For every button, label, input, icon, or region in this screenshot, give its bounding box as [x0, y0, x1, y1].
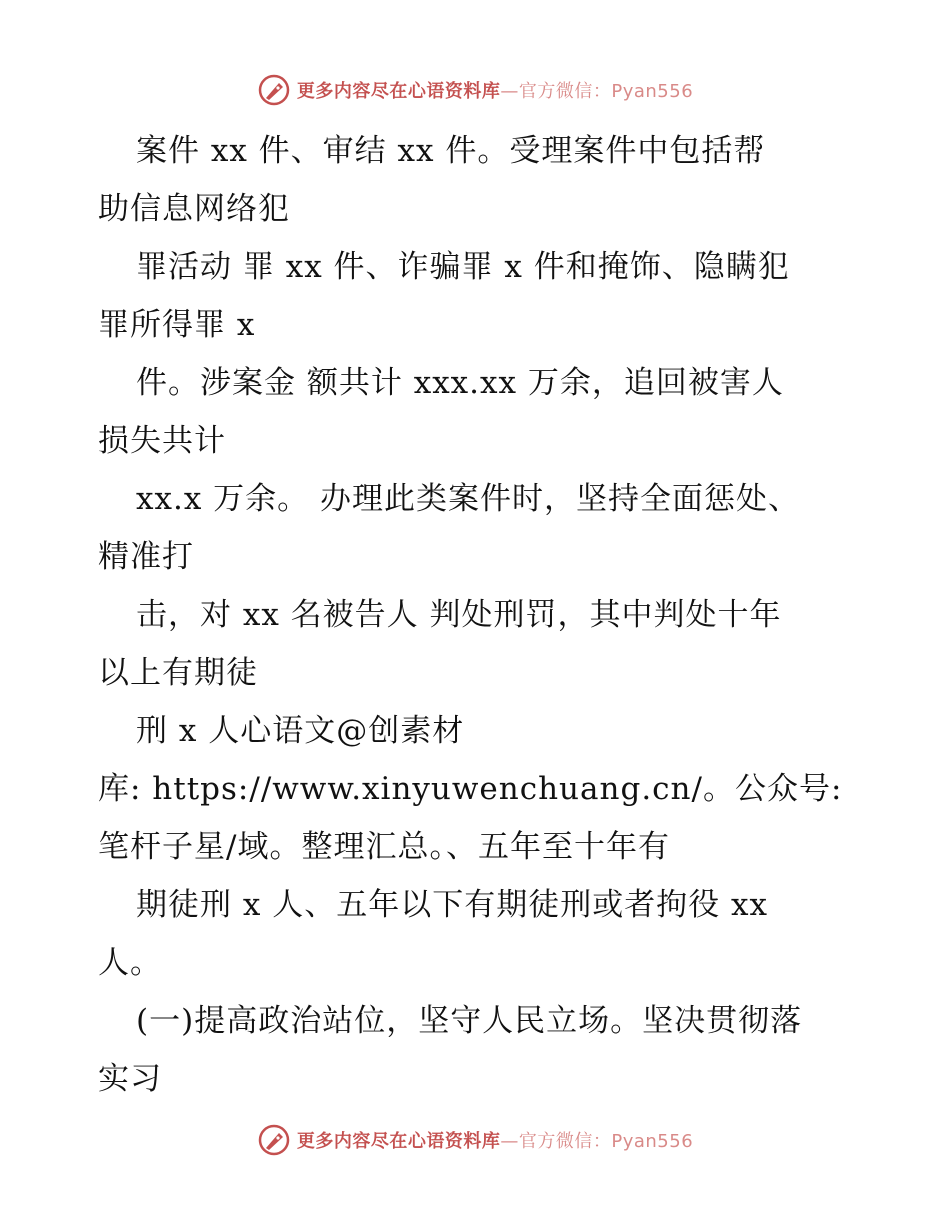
banner-separator: — — [500, 1131, 519, 1152]
body-line: 罪所得罪 x — [98, 307, 256, 343]
body-line: 助信息网络犯 — [98, 191, 290, 227]
footer-banner — [0, 1120, 950, 1160]
body-line: xx.x 万余。 办理此类案件时，坚持全面惩处、 — [136, 481, 801, 517]
document-body — [98, 122, 858, 1108]
banner-main-text: 更多内容尽在心语资料库 — [296, 81, 501, 102]
header-banner — [0, 70, 950, 110]
header-banner-text — [297, 77, 693, 103]
body-line: 件。涉案金 额共计 xxx.xx 万余，追回被害人 — [136, 365, 784, 401]
pen-nib-icon — [257, 1123, 291, 1157]
body-line: (一)提高政治站位，坚守人民立场。坚决贯彻落 — [136, 1003, 803, 1039]
body-line: 案件 xx 件、审结 xx 件。受理案件中包括帮 — [136, 133, 766, 169]
pen-nib-icon — [257, 73, 291, 107]
body-line: 以上有期徒 — [98, 655, 258, 691]
banner-account-id: Pyan556 — [611, 1131, 694, 1152]
banner-account-id: Pyan556 — [611, 81, 694, 102]
banner-account-label: 官方微信： — [518, 81, 612, 102]
body-line: 精准打 — [98, 539, 194, 575]
body-line: 实习 — [98, 1061, 162, 1097]
banner-separator: — — [500, 81, 519, 102]
body-line: 刑 x 人心语文@创素材 — [136, 713, 465, 749]
body-line: 期徒刑 x 人、五年以下有期徒刑或者拘役 xx — [136, 887, 769, 923]
body-line: 损失共计 — [98, 423, 226, 459]
banner-main-text: 更多内容尽在心语资料库 — [296, 1131, 501, 1152]
body-line: 库: https://www.xinyuwenchuang.cn/。公众号: — [98, 771, 843, 807]
body-line: 罪活动 罪 xx 件、诈骗罪 x 件和掩饰、隐瞒犯 — [136, 249, 790, 285]
body-line: 人。 — [98, 945, 162, 981]
footer-banner-text — [297, 1127, 693, 1153]
body-line: 击，对 xx 名被告人 判处刑罚，其中判处十年 — [136, 597, 782, 633]
banner-account-label: 官方微信： — [518, 1131, 612, 1152]
body-line: 笔杆子星/域。整理汇总。、五年至十年有 — [98, 829, 670, 865]
